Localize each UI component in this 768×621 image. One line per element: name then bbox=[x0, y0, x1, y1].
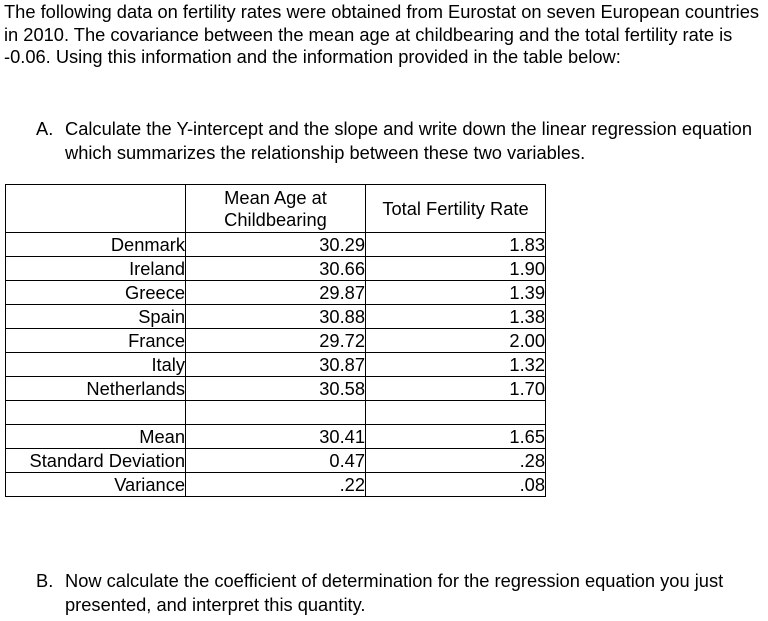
table-row bbox=[6, 281, 546, 305]
mean-age-cell: 0.47 bbox=[186, 449, 366, 473]
fertility-cell: 1.38 bbox=[366, 305, 546, 329]
country-cell: Spain bbox=[6, 305, 186, 329]
country-cell: Greece bbox=[6, 281, 186, 305]
fertility-cell: .28 bbox=[366, 449, 546, 473]
blank-cell bbox=[6, 401, 186, 425]
header-fertility-rate: Total Fertility Rate bbox=[366, 185, 546, 233]
table-row bbox=[6, 257, 546, 281]
table-row bbox=[6, 233, 546, 257]
question-a bbox=[36, 117, 764, 164]
question-b-text: Now calculate the coefficient of determination for the regression equation you just presented, and interpret this quantity. bbox=[65, 570, 724, 615]
blank-cell bbox=[366, 401, 546, 425]
country-cell: Denmark bbox=[6, 233, 186, 257]
mean-age-cell: 29.87 bbox=[186, 281, 366, 305]
country-cell: Netherlands bbox=[6, 377, 186, 401]
question-a-text: Calculate the Y-intercept and the slope and write down the linear regression equation which summarizes the relationship between these two variables. bbox=[65, 118, 753, 163]
blank-cell bbox=[186, 401, 366, 425]
country-cell: Italy bbox=[6, 353, 186, 377]
mean-age-cell: 30.88 bbox=[186, 305, 366, 329]
table-row bbox=[6, 377, 546, 401]
table-row bbox=[6, 305, 546, 329]
mean-age-cell: 30.58 bbox=[186, 377, 366, 401]
fertility-cell: 1.65 bbox=[366, 425, 546, 449]
fertility-cell: 1.39 bbox=[366, 281, 546, 305]
question-b bbox=[36, 569, 764, 616]
stat-label-cell: Standard Deviation bbox=[6, 449, 186, 473]
blank-row bbox=[6, 401, 546, 425]
fertility-cell: 1.32 bbox=[366, 353, 546, 377]
header-mean-age: Mean Age at Childbearing bbox=[186, 185, 366, 233]
table-row bbox=[6, 353, 546, 377]
fertility-cell: .08 bbox=[366, 473, 546, 497]
mean-age-cell: 30.29 bbox=[186, 233, 366, 257]
mean-age-cell: 30.87 bbox=[186, 353, 366, 377]
header-empty-cell bbox=[6, 185, 186, 233]
stats-row bbox=[6, 449, 546, 473]
mean-age-cell: .22 bbox=[186, 473, 366, 497]
mean-age-cell: 30.41 bbox=[186, 425, 366, 449]
fertility-cell: 1.70 bbox=[366, 377, 546, 401]
mean-age-cell: 30.66 bbox=[186, 257, 366, 281]
fertility-cell: 1.83 bbox=[366, 233, 546, 257]
intro-paragraph: The following data on fertility rates were obtained from Eurostat on seven European countries in 2010. The covariance between the mean age at childbearing and the total fertility rate is -0.06. Using this information and the information provided in the table below: bbox=[4, 1, 760, 67]
stat-label-cell: Mean bbox=[6, 425, 186, 449]
fertility-cell: 1.90 bbox=[366, 257, 546, 281]
fertility-cell: 2.00 bbox=[366, 329, 546, 353]
question-b-letter: B. bbox=[36, 570, 54, 591]
table-row bbox=[6, 329, 546, 353]
table-header-row bbox=[6, 185, 546, 233]
mean-age-cell: 29.72 bbox=[186, 329, 366, 353]
question-a-letter: A. bbox=[36, 118, 54, 139]
country-cell: Ireland bbox=[6, 257, 186, 281]
fertility-table bbox=[5, 184, 546, 497]
stats-row bbox=[6, 425, 546, 449]
stat-label-cell: Variance bbox=[6, 473, 186, 497]
stats-row bbox=[6, 473, 546, 497]
country-cell: France bbox=[6, 329, 186, 353]
